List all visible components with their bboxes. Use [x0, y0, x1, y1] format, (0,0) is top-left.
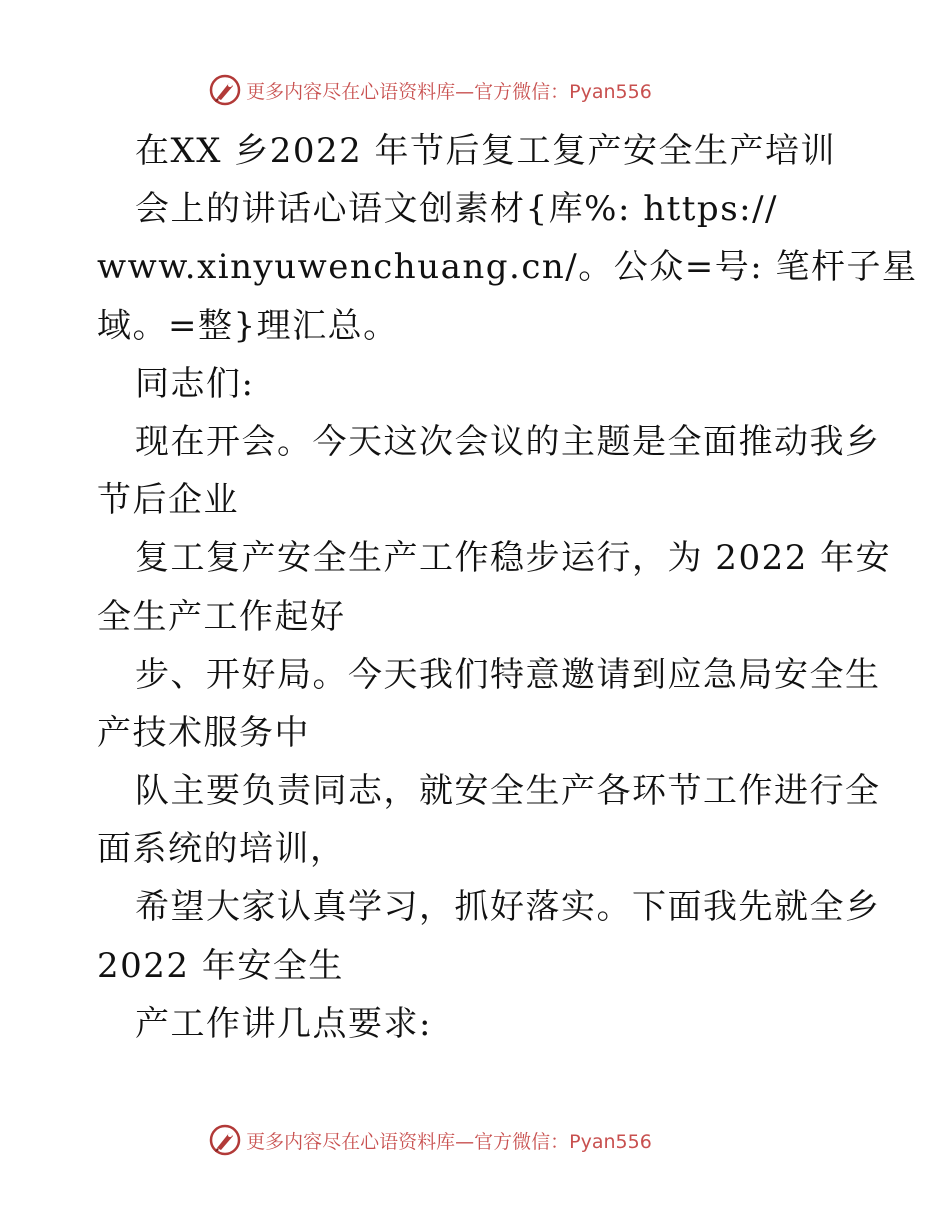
paragraph-line: 节后企业 [97, 480, 239, 521]
paragraph-line: 步、开好局。今天我们特意邀请到应急局安全生 [135, 654, 881, 695]
title-line-4: 域。=整}理汇总。 [97, 305, 399, 346]
footer-banner [0, 1120, 950, 1160]
document-body [97, 122, 918, 1053]
header-banner [0, 70, 950, 110]
paragraph-line: 面系统的培训， [97, 829, 346, 870]
paragraph-line: 复工复产安全生产工作稳步运行，为 2022 年安 [135, 538, 892, 579]
paragraph-line: 产工作讲几点要求: [135, 1003, 432, 1044]
paragraph-line: 队主要负责同志，就安全生产各环节工作进行全 [135, 771, 881, 812]
paragraph-line: 2022 年安全生 [97, 945, 344, 986]
pen-circle-logo-icon [208, 1123, 242, 1157]
title-line-1: 在XX 乡2022 年节后复工复产安全生产培训 [135, 131, 837, 171]
pen-circle-logo-icon [208, 73, 242, 107]
header-banner-text: 更多内容尽在心语资料库—官方微信：Pyan556 [246, 80, 652, 103]
salutation: 同志们: [135, 363, 255, 404]
footer-banner-text: 更多内容尽在心语资料库—官方微信：Pyan556 [246, 1130, 652, 1153]
title-line-2: 会上的讲话心语文创素材{库%: https:// [135, 189, 779, 230]
paragraph-line: 希望大家认真学习，抓好落实。下面我先就全乡 [135, 887, 881, 928]
paragraph-line: 全生产工作起好 [97, 596, 346, 637]
paragraph-line: 现在开会。今天这次会议的主题是全面推动我乡 [135, 421, 881, 462]
title-line-3: www.xinyuwenchuang.cn/。公众=号: 笔杆子星 [97, 247, 918, 288]
paragraph-line: 产技术服务中 [97, 712, 310, 753]
